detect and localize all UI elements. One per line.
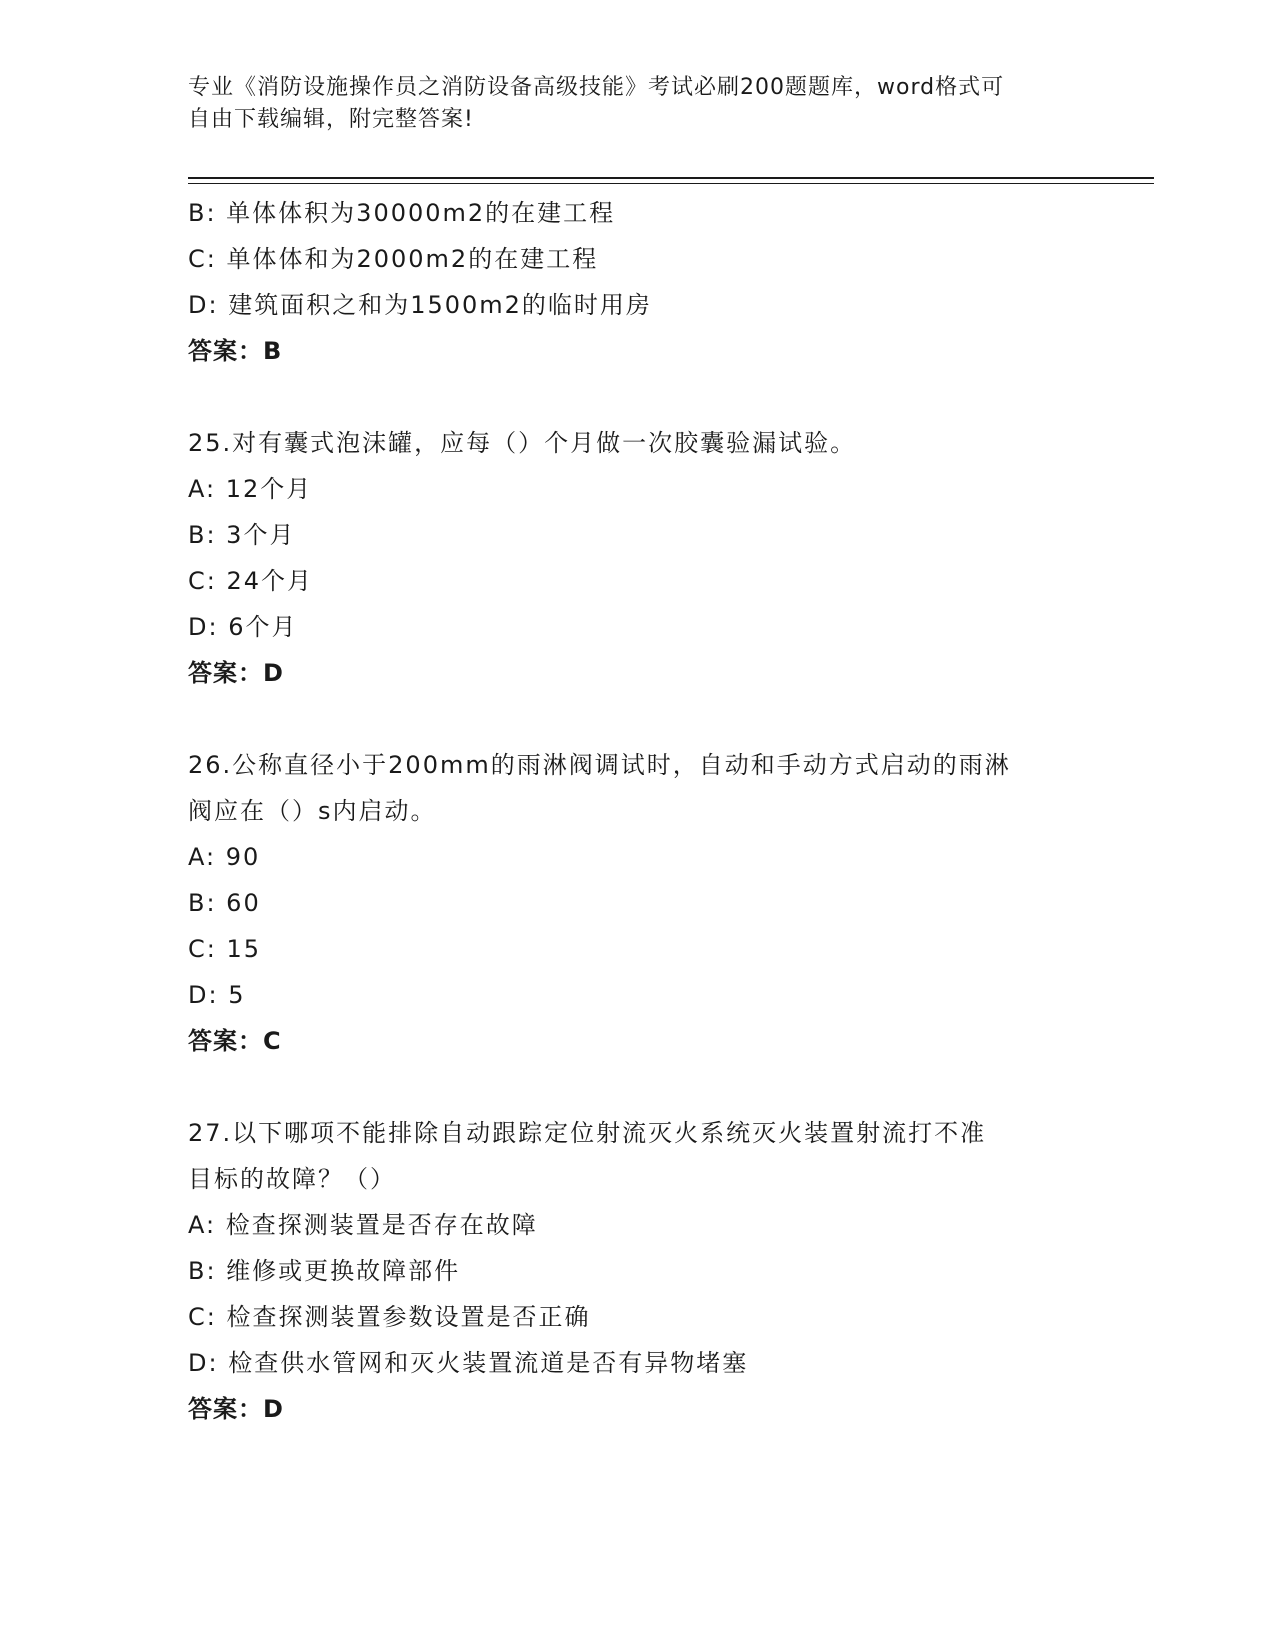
spacer — [188, 374, 1088, 420]
option-b: B: 维修或更换故障部件 — [188, 1257, 461, 1285]
question-text: 27.以下哪项不能排除自动跟踪定位射流灭火系统灭火装置射流打不准 — [188, 1119, 987, 1147]
answer-line: 答案：B — [188, 337, 283, 365]
spacer — [188, 1064, 1088, 1110]
option-d: D: 建筑面积之和为1500m2的临时用房 — [188, 291, 652, 319]
header-line-1: 专业《消防设施操作员之消防设备高级技能》考试必刷200题题库，word格式可 — [188, 75, 1005, 100]
answer-line: 答案：D — [188, 659, 284, 687]
option-b: B: 3个月 — [188, 521, 296, 549]
option-b: B: 60 — [188, 889, 261, 917]
option-d: D: 5 — [188, 981, 246, 1009]
spacer — [188, 696, 1088, 742]
option-d: D: 检查供水管网和灭火装置流道是否有异物堵塞 — [188, 1349, 749, 1377]
document-header — [188, 72, 1088, 136]
header-line-2: 自由下载编辑，附完整答案! — [188, 107, 474, 132]
option-a: A: 90 — [188, 843, 261, 871]
option-c: C: 15 — [188, 935, 262, 963]
question-25 — [188, 420, 1088, 696]
option-a: A: 12个月 — [188, 475, 313, 503]
question-list — [188, 190, 1088, 1432]
option-c: C: 检查探测装置参数设置是否正确 — [188, 1303, 591, 1331]
question-26 — [188, 742, 1088, 1064]
option-a: A: 检查探测装置是否存在故障 — [188, 1211, 538, 1239]
answer-line: 答案：D — [188, 1395, 284, 1423]
answer-line: 答案：C — [188, 1027, 282, 1055]
question-text: 25.对有囊式泡沫罐，应每（）个月做一次胶囊验漏试验。 — [188, 429, 857, 457]
option-c: C: 单体体和为2000m2的在建工程 — [188, 245, 599, 273]
question-text: 26.公称直径小于200mm的雨淋阀调试时，自动和手动方式启动的雨淋 — [188, 751, 1011, 779]
question-text-continued: 目标的故障？（） — [188, 1165, 396, 1193]
header-divider-thin — [188, 183, 1154, 184]
option-d: D: 6个月 — [188, 613, 298, 641]
option-c: C: 24个月 — [188, 567, 314, 595]
option-b: B: 单体体积为30000m2的在建工程 — [188, 199, 616, 227]
question-continued — [188, 190, 1088, 374]
question-text-continued: 阀应在（）s内启动。 — [188, 797, 437, 825]
header-divider-thick — [188, 177, 1154, 179]
question-27 — [188, 1110, 1088, 1432]
